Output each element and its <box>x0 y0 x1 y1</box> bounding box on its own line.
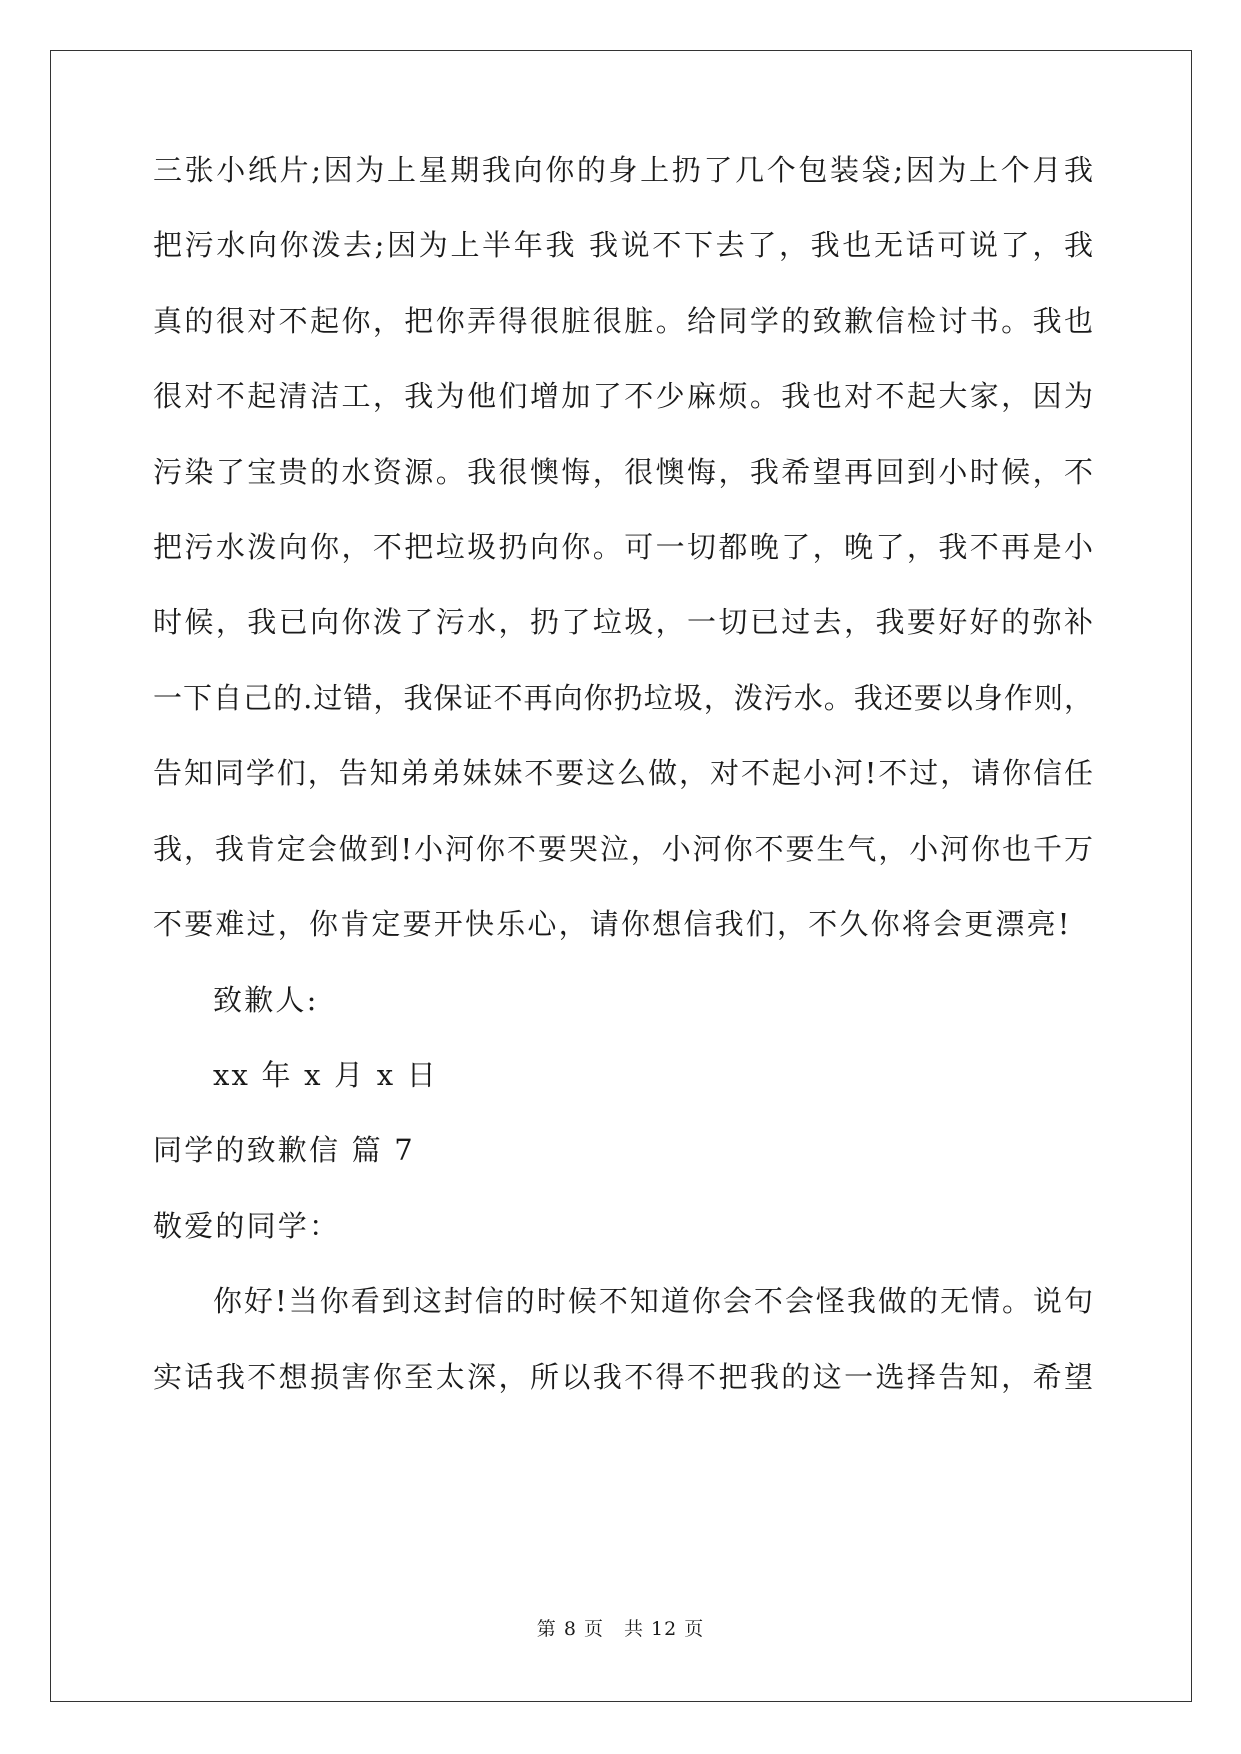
body-line: 时候，我已向你泼了污水，扔了垃圾，一切已过去，我要好好的弥补 <box>153 605 1093 639</box>
body-line: 把污水泼向你，不把垃圾扔向你。可一切都晚了，晚了，我不再是小 <box>153 530 1093 564</box>
body-line: 不要难过，你肯定要开快乐心，请你想信我们，不久你将会更漂亮! <box>153 907 1072 941</box>
date-line: xx 年 x 月 x 日 <box>213 1058 438 1092</box>
body-line: 三张小纸片;因为上星期我向你的身上扔了几个包装袋;因为上个月我 <box>153 153 1093 187</box>
section-title: 同学的致歉信 篇 7 <box>153 1133 415 1167</box>
signature-label: 致歉人: <box>213 983 319 1017</box>
body-line: 实话我不想损害你至太深，所以我不得不把我的这一选择告知，希望 <box>153 1360 1093 1394</box>
body-line: 真的很对不起你，把你弄得很脏很脏。给同学的致歉信检讨书。我也 <box>153 304 1093 338</box>
body-line: 你好!当你看到这封信的时候不知道你会不会怪我做的无情。说句 <box>213 1284 1093 1318</box>
body-line: 很对不起清洁工，我为他们增加了不少麻烦。我也对不起大家，因为 <box>153 379 1093 413</box>
page-border <box>50 50 1192 1702</box>
body-line: 把污水向你泼去;因为上半年我 我说不下去了，我也无话可说了，我 <box>153 228 1093 262</box>
salutation: 敬爱的同学： <box>153 1209 341 1243</box>
body-line: 我，我肯定会做到!小河你不要哭泣，小河你不要生气，小河你也千万 <box>153 832 1093 866</box>
body-line: 一下自己的.过错，我保证不再向你扔垃圾，泼污水。我还要以身作则， <box>153 681 1093 715</box>
body-line: 告知同学们，告知弟弟妹妹不要这么做，对不起小河!不过，请你信任 <box>153 756 1093 790</box>
page-footer: 第 8 页 共 12 页 <box>536 1618 705 1640</box>
body-line: 污染了宝贵的水资源。我很懊悔，很懊悔，我希望再回到小时候，不 <box>153 455 1093 489</box>
